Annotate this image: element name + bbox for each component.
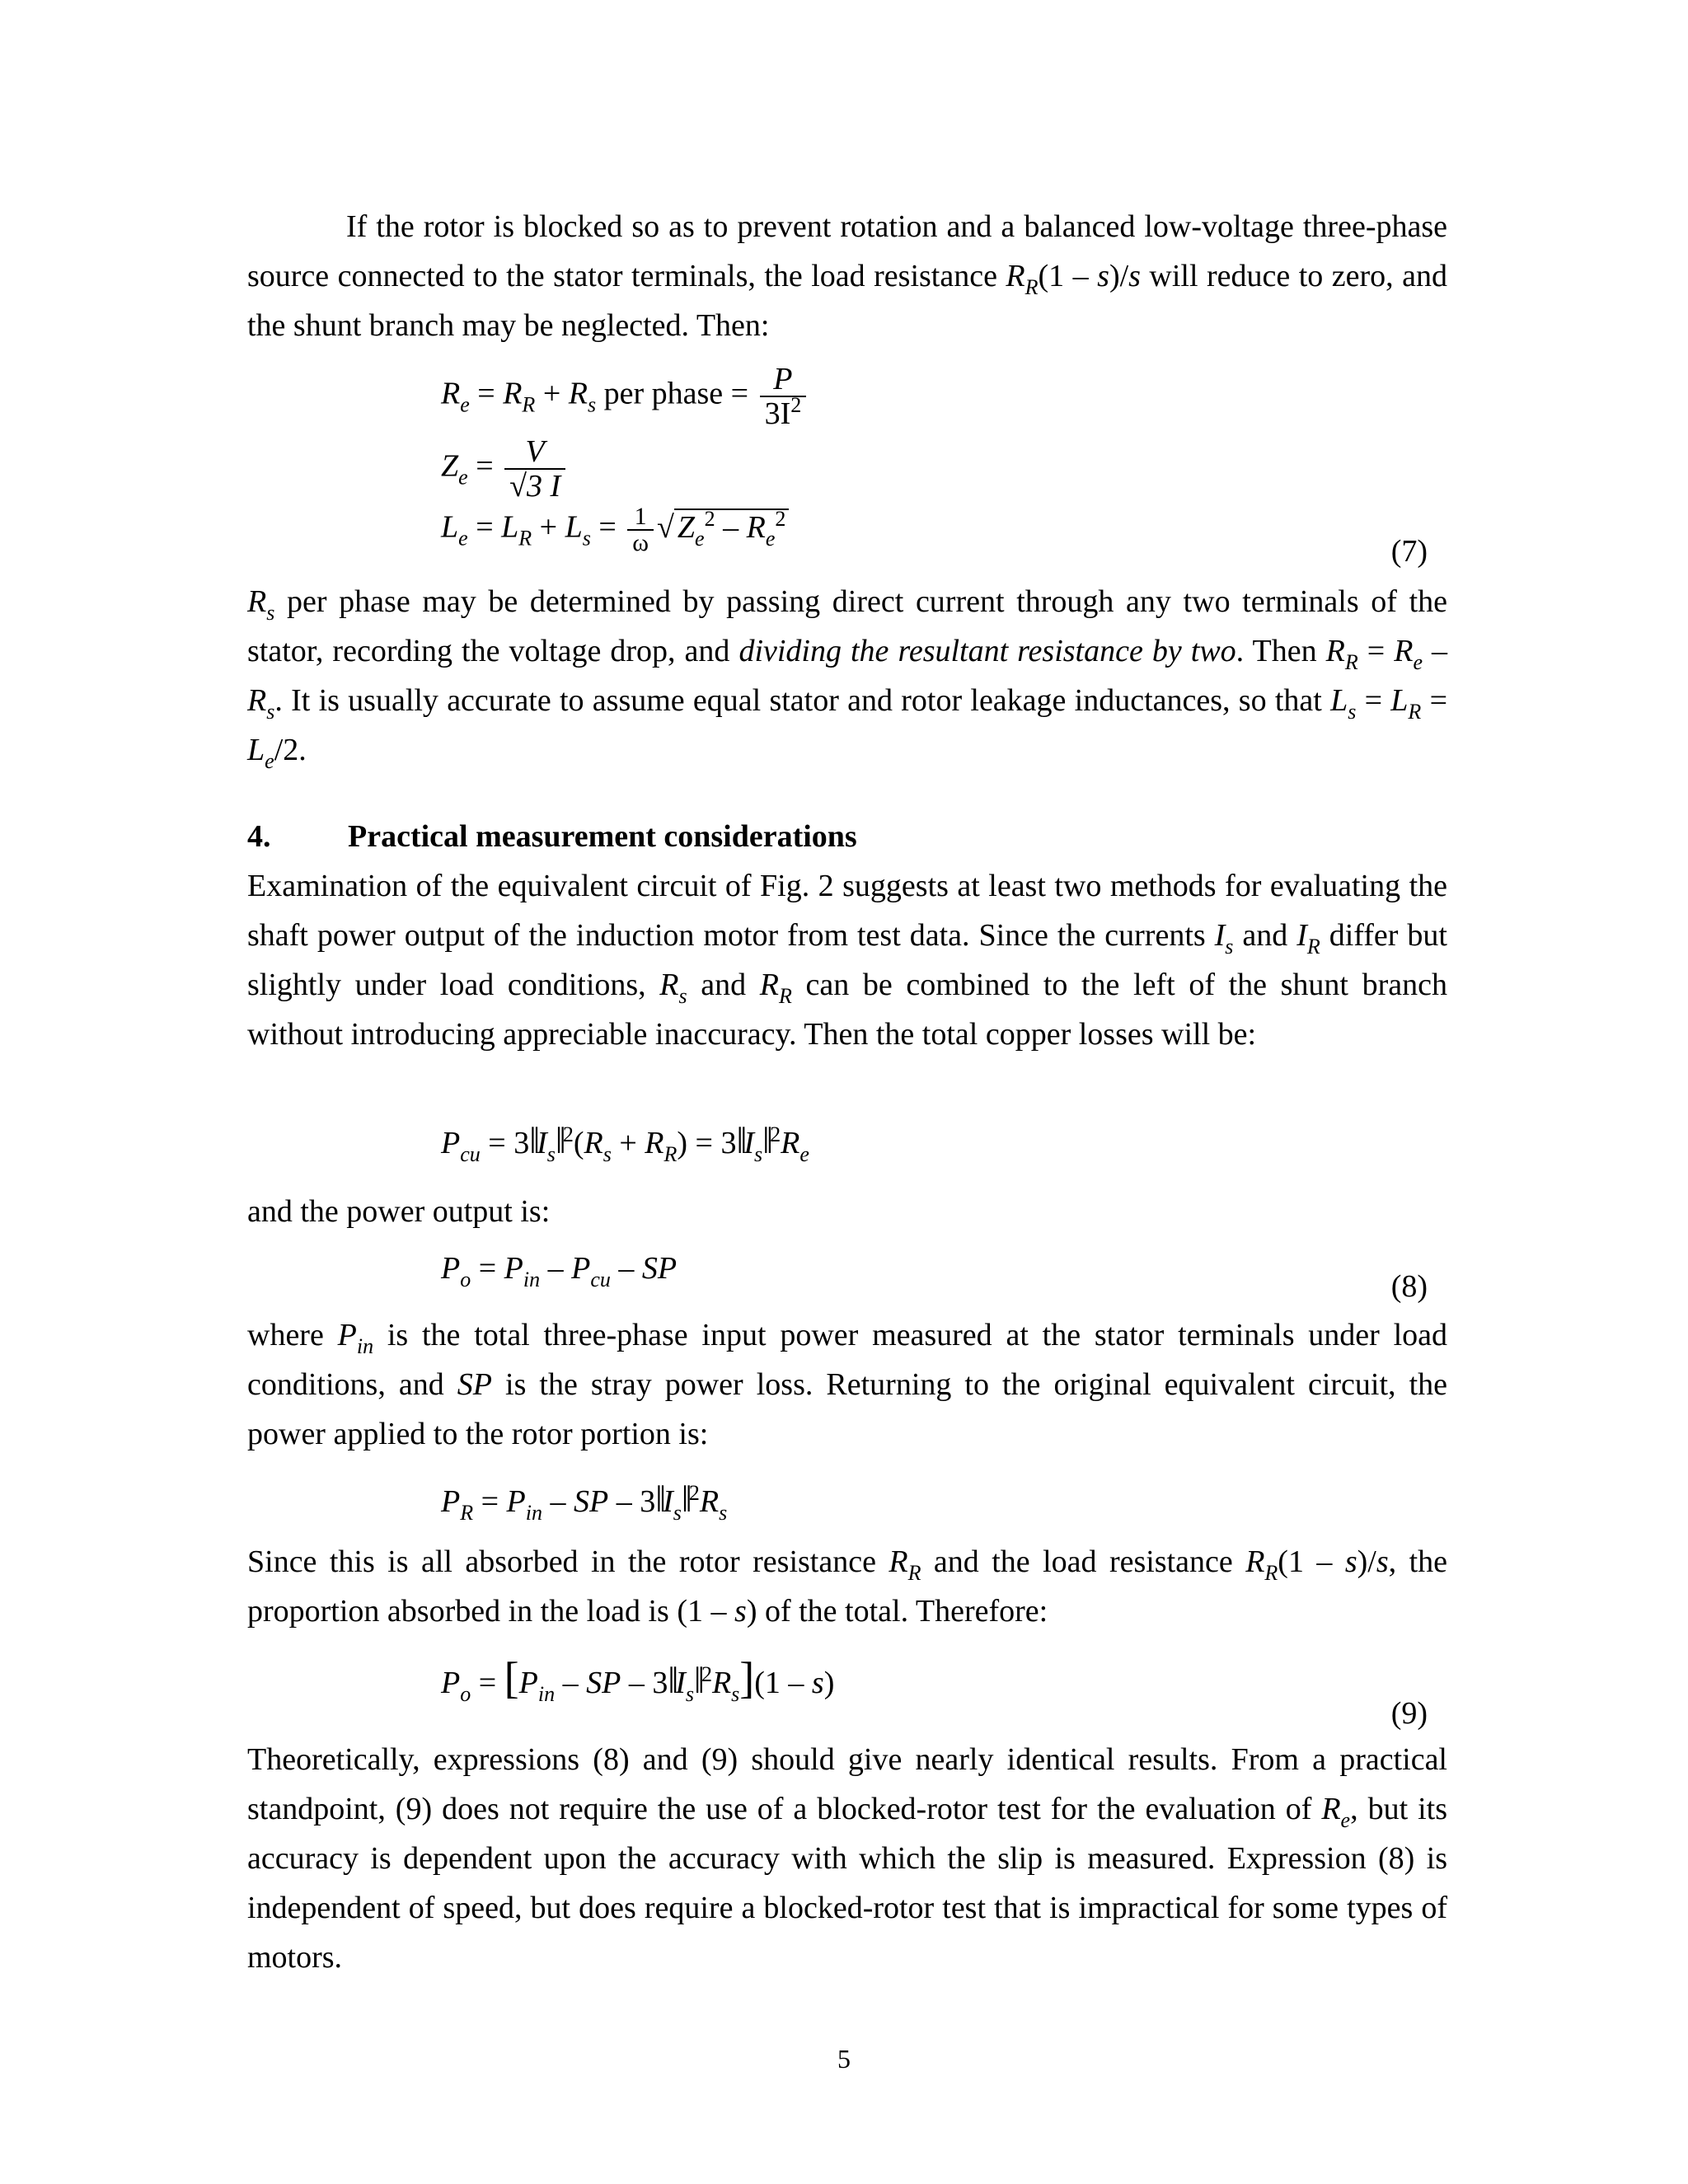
- equation-po-9: $P_o = [P_{in}$ – SP – $3‖I_s‖^2R_s](1 - s)$: [441, 1653, 835, 1706]
- equation-ze: $Z_e$ = $\frac{V}{√3 I}$: [441, 435, 569, 503]
- equation-le: $L_e = L_R + L_s$ = $\frac{1}{\omega}$ √ $Z_e^2 - R_e^2$: [441, 504, 789, 555]
- paragraph-theoretical-comparison: Theoretically, expressions (8) and (9) should give nearly identical results. From a practical standpoint, (9) does not require the use of a blocked-rotor test for the evaluation of $R_e$, but its accuracy is dependent upon the accuracy with which the slip is measured. Expression (8) is independent of speed, but does require a blocked-rotor test that is impractical for some types of motors.: [247, 1742, 1447, 1975]
- page-number: 5: [837, 2044, 851, 2074]
- square-root: √ $Z_e^2 - R_e^2$: [657, 508, 789, 547]
- equation-number-9: (9): [1390, 1696, 1428, 1731]
- fraction-p-over-3i2: $\frac{P}{3I^2}$: [760, 363, 807, 430]
- equation-number-7: (7): [1390, 534, 1428, 569]
- fraction-v-over-root3-i: $\frac{V}{√3 I}$: [504, 435, 565, 503]
- paragraph-power-output-intro: and the power output is:: [247, 1194, 551, 1229]
- paragraph-rotor-absorption: Since this is all absorbed in the rotor resistance $R_R$ and the load resistance $R_R(1 - s)/s$, the proportion absorbed in the load is (1 – s) of the total. Therefore:: [247, 1544, 1447, 1629]
- equation-pr: $P_R = P_{in}$ – SP – $3‖I_s‖^2R_s$: [441, 1478, 728, 1525]
- paragraph-rs-determination: $R_s$ per phase may be determined by passing direct current through any two terminals of the stator, recording the voltage drop, and dividing the resultant resistance by two. Then $R_R = R_e - R_s$. It is usually accurate to assume equal stator and rotor leakage inductances, so that $L_s = L_R = L_e/2$.: [247, 584, 1448, 773]
- paragraph-pin-definition: where $P_{in}$ is the total three-phase input power measured at the stator terminals under load conditions, and SP is the stray power loss. Returning to the original equivalent circuit, the power applied to the rotor portion is:: [247, 1318, 1447, 1451]
- section-heading: 4. Practical measurement considerations: [247, 819, 857, 854]
- equation-re: $R_e = R_R + R_s$ per phase = $\frac{P}{3I^2}$: [441, 363, 809, 430]
- fraction-one-over-omega: $\frac{1}{\omega}$: [627, 504, 654, 555]
- paragraph-examination: Examination of the equivalent circuit of Fig. 2 suggests at least two methods for evaluating the shaft power output of the induction motor from test data. Since the currents $I_s$ and $I_R$ differ but slightly under load conditions, $R_s$ and $R_R$ can be combined to the left of the shunt branch without introducing appreciable inaccuracy. Then the total copper losses will be:: [247, 869, 1447, 1052]
- paragraph-blocked-rotor: If the rotor is blocked so as to prevent rotation and a balanced low-voltage three-phase source connected to the stator terminals, the load resistance $R_R(1 - s)/s$ will reduce to zero, and the shunt branch may be neglected. Then:: [247, 209, 1447, 343]
- equation-po-8: $P_o = P_{in} - P_{cu}$ – SP: [441, 1251, 678, 1291]
- equation-number-8: (8): [1390, 1269, 1428, 1304]
- equation-pcu: $P_{cu}$ = $3‖I_s‖^2(R_s + R_R)$ = $3‖I_s‖^2R_e$: [441, 1119, 809, 1166]
